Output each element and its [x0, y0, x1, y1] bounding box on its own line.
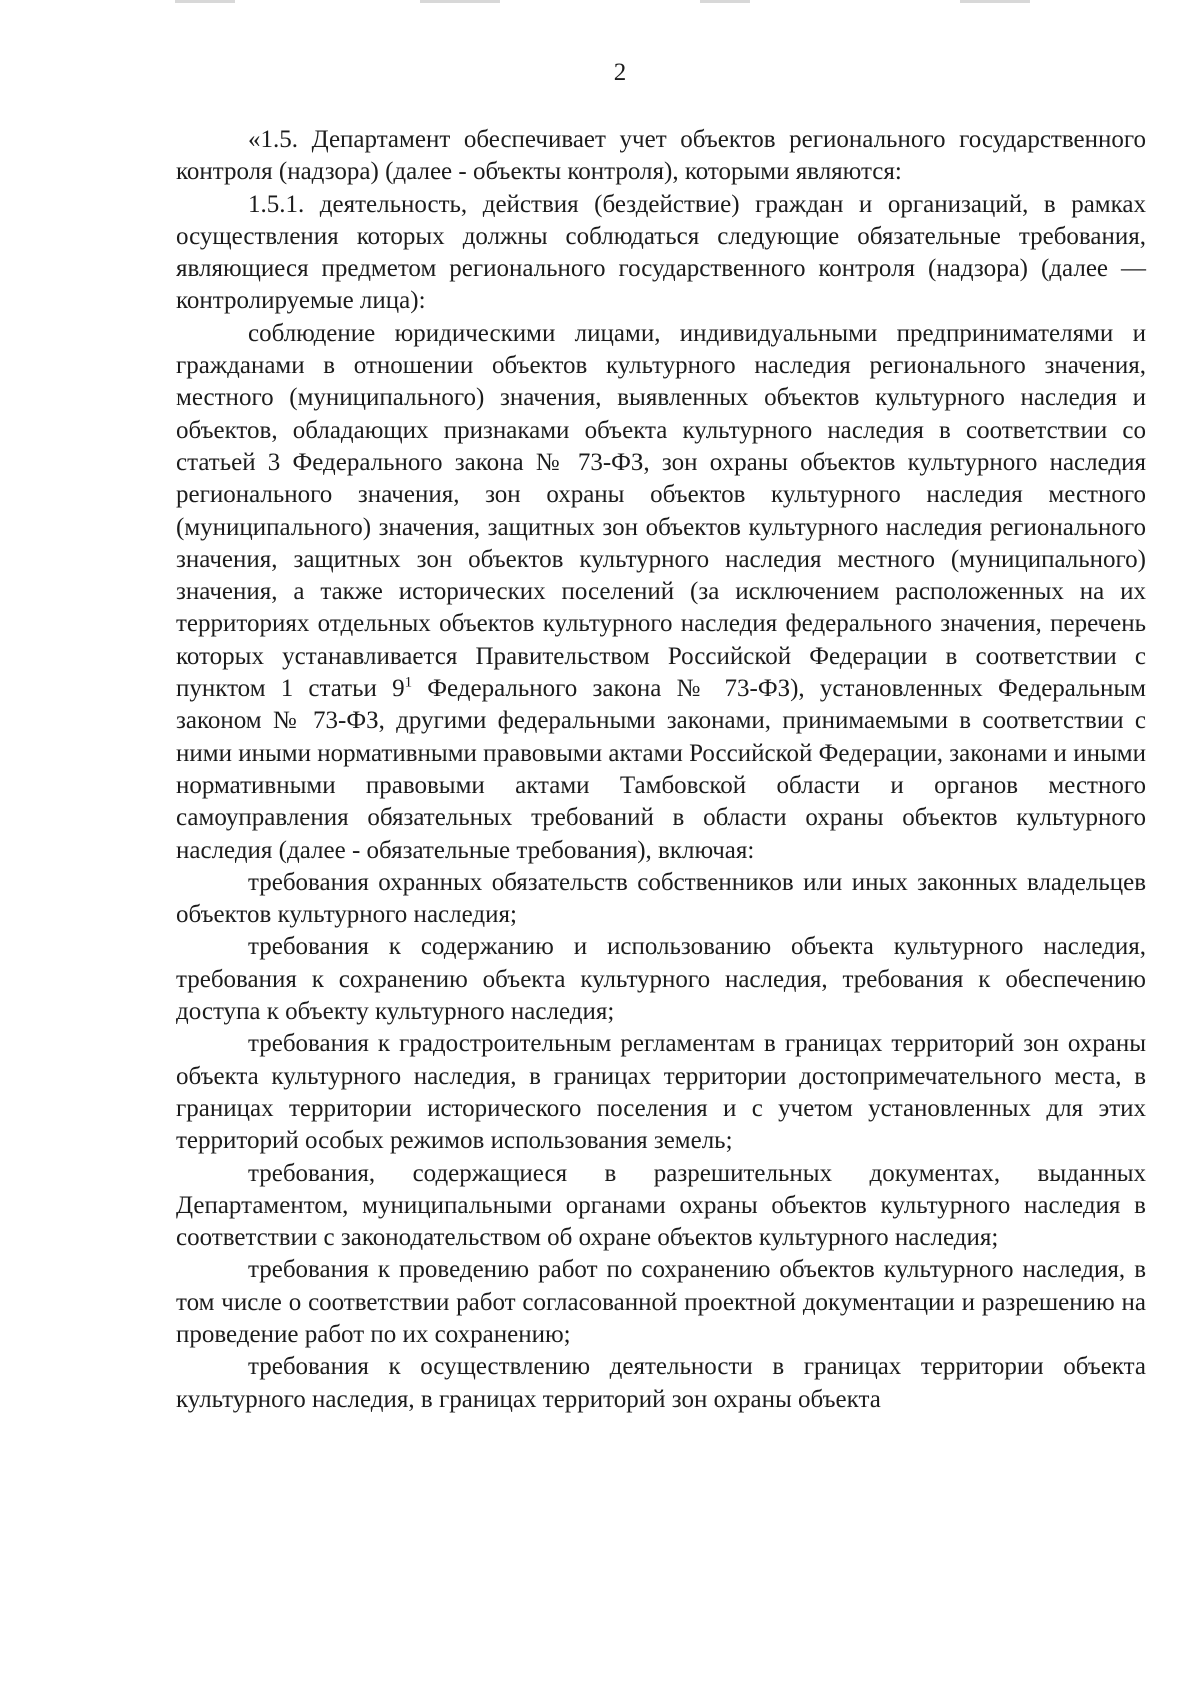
document-body: [176, 124, 1146, 1416]
paragraph-requirements-maintenance: требования к содержанию и использованию объекта культурного наследия, требования к сохранению объекта культурного наследия, требования к обеспечению доступа к объекту культурного наследия;: [176, 933, 1146, 1026]
paragraph-requirements-obligations: требования охранных обязательств собственников или иных законных владельцев объектов культурного наследия;: [176, 868, 1146, 929]
paragraph-requirements-permits: требования, содержащиеся в разрешительных документах, выданных Департаментом, муниципальными органами охраны объектов культурного наследия в соответствии с законодательством об охране объектов культурного наследия;: [176, 1159, 1146, 1252]
paragraph-1-5-1: 1.5.1. деятельность, действия (бездействие) граждан и организаций, в рамках осуществления которых должны соблюдаться следующие обязательные требования, являющиеся предметом регионального государственного контроля (надзора) (далее — контролируемые лица):: [176, 190, 1146, 315]
paragraph-requirements-works: требования к проведению работ по сохранению объектов культурного наследия, в том числе о соответствии работ согласованной проектной документации и разрешению на проведение работ по их сохранению;: [176, 1256, 1146, 1348]
paragraph-requirements-activity: требования к осуществлению деятельности в границах территории объекта культурного наследия, в границах территорий зон охраны объекта: [176, 1353, 1146, 1413]
scan-artifact: [420, 0, 500, 3]
paragraph-compliance-text-a: соблюдение юридическими лицами, индивидуальными предпринимателями и гражданами в отношении объектов культурного наследия регионального значения, местного (муниципального) значения, выявленных объектов культурного наследия и объектов, обладающих признаками объекта культурного наследия в соответствии со статьей 3 Федерального закона № 73-ФЗ, зон охраны объектов культурного наследия регионального значения, зон охраны объектов культурного наследия местного (муниципального) значения, защитных зон объектов культурного наследия регионального значения, защитных зон объектов культурного наследия местного (муниципального) значения, а также исторических поселений (за исключением расположенных на их территориях отдельных объектов культурного наследия федерального значения, перечень которых устанавливается Правительством Российской Федерации в соответствии с пунктом 1 статьи 9: [176, 319, 1146, 703]
paragraph-compliance: [176, 318, 1146, 867]
scan-artifact: [175, 0, 235, 3]
page-number: 2: [613, 59, 627, 86]
paragraph-1-5: «1.5. Департамент обеспечивает учет объектов регионального государственного контроля (надзора) (далее - объекты контроля), которыми являются:: [176, 126, 1146, 186]
paragraph-compliance-text-b: Федерального закона № 73-ФЗ), установленных Федеральным законом № 73-ФЗ, другими федеральными законами, принимаемыми в соответствии с ними иными нормативными правовыми актами Российской Федерации, законами и иными нормативными правовыми актами Тамбовской области и органов местного самоуправления обязательных требований в области охраны объектов культурного наследия (далее - обязательные требования), включая:: [176, 675, 1146, 864]
scan-artifact: [960, 0, 1030, 3]
scan-artifact: [700, 0, 750, 3]
superscript-footnote: 1: [404, 674, 413, 691]
paragraph-requirements-urban-planning: требования к градостроительным регламентам в границах территорий зон охраны объекта культурного наследия, в границах территории достопримечательного места, в границах территории исторического поселения и с учетом установленных для этих территорий особых режимов использования земель;: [176, 1030, 1146, 1155]
